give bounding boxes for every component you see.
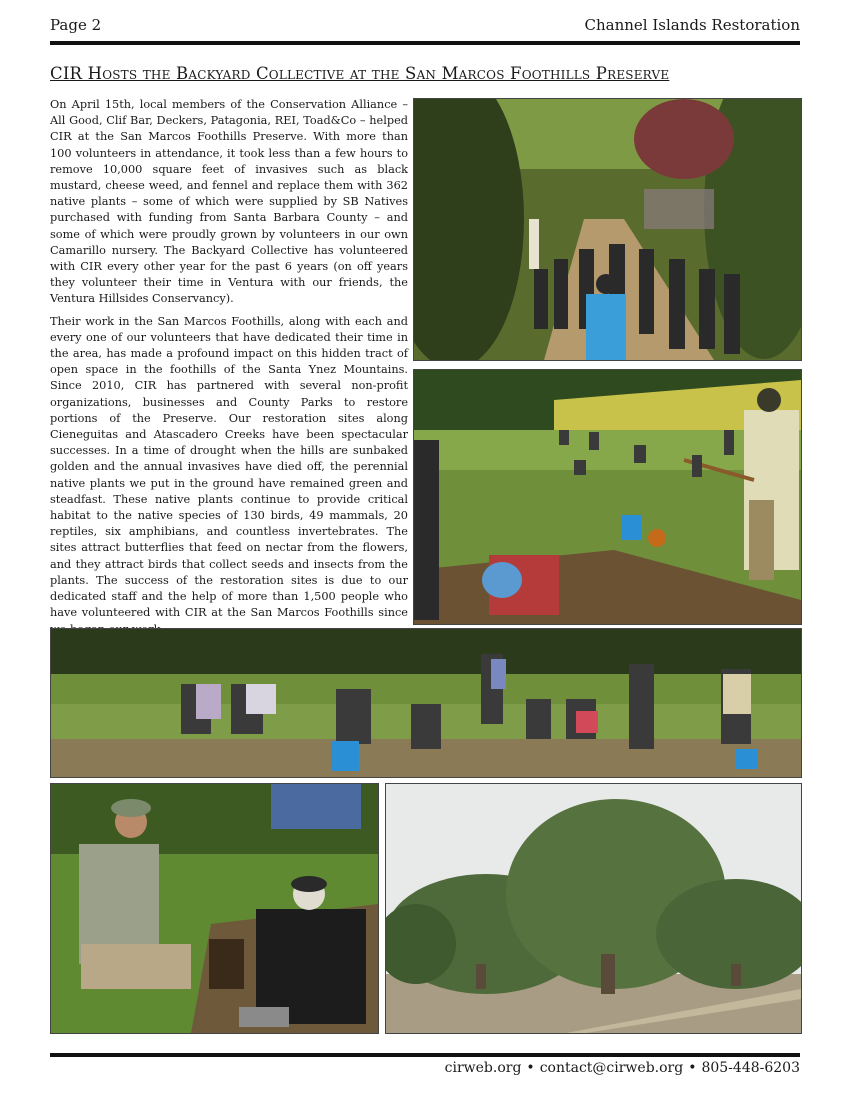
- article-paragraph: Their work in the San Marcos Foothills, along with each and every one of our volunteers that have dedicated their time in the area, has made a profound impact on this hidden tract of open space in the foothills of the Santa Ynez Mountains. Since 2010, CIR has partnered with several non-profit organizations, businesses and County Parks to restore portions of the Preserve. Our restoration sites along Cieneguitas and Atascadero Creeks have been spectacular successes. In a time of drought when the hills are sunbaked golden and the annual invasives have died off, the perennial native plants we put in the ground have remained green and steadfast. These native plants continue to provide critical habitat to the native species of 130 birds, 49 mammals, 20 reptiles, six amphibians, and countless invertebrates. The sites attract butterflies that feed on nectar from the flowers, and they attract birds that collect seeds and insects from the plants. The success of the restoration sites is due to our dedicated staff and the help of more than 1,500 people who have volunteered with CIR at the San Marcos Foothills since: [50, 314, 408, 620]
- website-link[interactable]: cirweb.org: [444, 1060, 522, 1076]
- photo-volunteers-kneeling-planting: [50, 783, 379, 1034]
- article-title: CIR Hosts the Backyard Collective at the San Marcos Foothills Preserve: [50, 64, 670, 83]
- email-link[interactable]: contact@cirweb.org: [539, 1060, 684, 1076]
- header-rule: [50, 41, 800, 45]
- photo-volunteers-hiking-trail: [413, 98, 802, 361]
- photo-volunteers-hillside-wide: [50, 628, 802, 778]
- footer-separator: •: [688, 1060, 697, 1076]
- page-number: Page 2: [50, 16, 102, 34]
- footer-rule: [50, 1053, 800, 1057]
- footer-separator: •: [526, 1060, 535, 1076]
- footer-contact: [445, 1060, 800, 1076]
- photo-volunteers-planting-meadow: [413, 369, 802, 625]
- article-body: [50, 97, 408, 644]
- article-paragraph: On April 15th, local members of the Conservation Alliance – All Good, Clif Bar, Deckers, Patagonia, REI, Toad&Co – helped CIR at the San Marcos Foothills Preserve. With more than 100 volunteers in attendance, it took less than a few hours to remove 10,000 square feet of invasives such as black mustard, cheese weed, and fennel and replace them with 362 native plants – some of which were supplied by SB Natives purchased with funding from Santa Barbara County – and some of which were proudly grown by volunteers in our own Camarillo nursery. The Backyard Collective has volunteered with CIR every other year for the past 6 years (on off years they volunteer their time in Ventura with our friends, the Ventura Hillsides Conservancy).: [50, 98, 408, 306]
- photo-oak-tree-grove: [385, 783, 802, 1034]
- organization-name: Channel Islands Restoration: [584, 16, 800, 34]
- phone-number: 805-448-6203: [701, 1060, 800, 1076]
